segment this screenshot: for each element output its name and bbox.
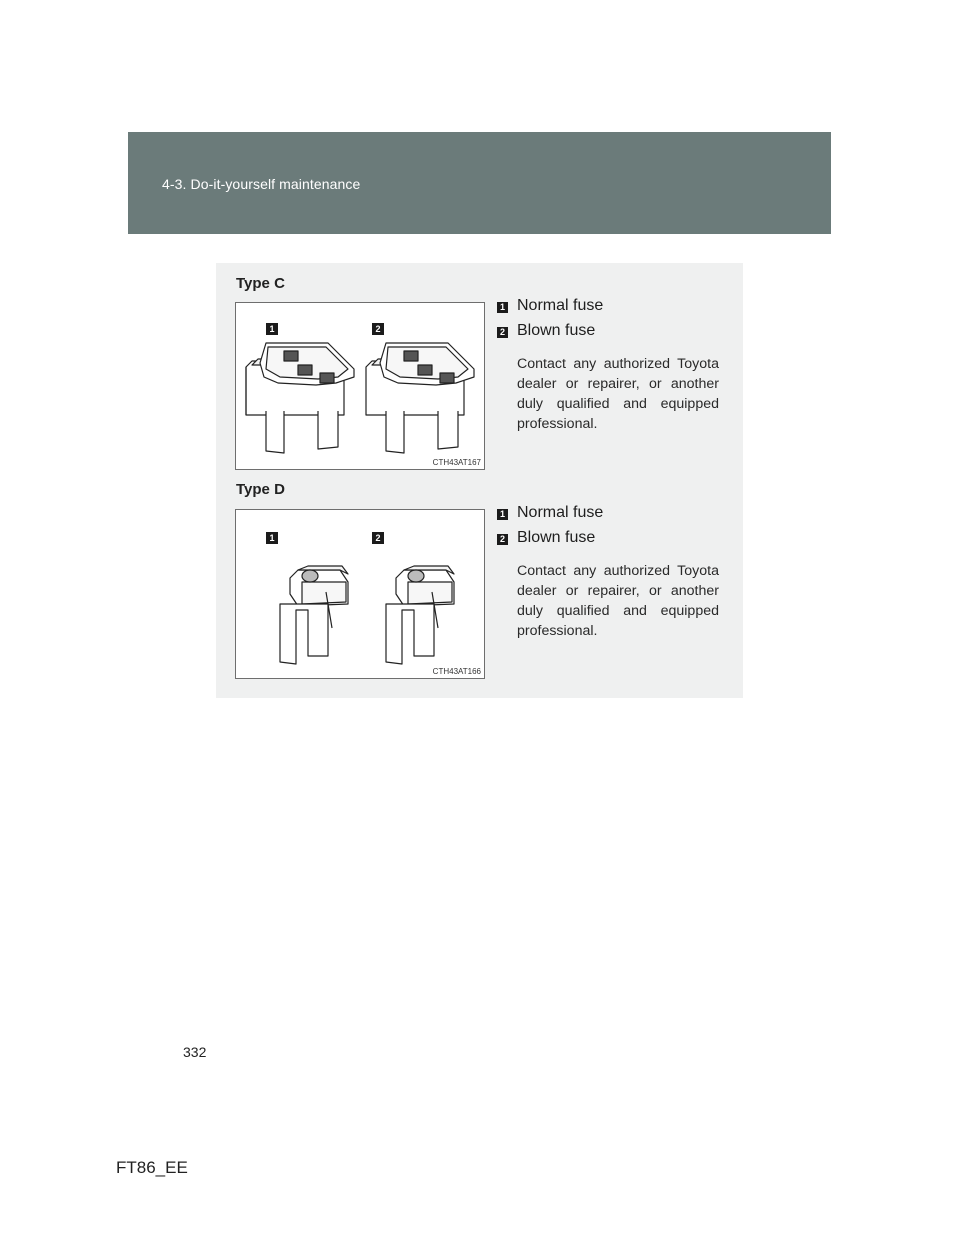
document-code: FT86_EE [116,1158,188,1177]
legend-item-blown-fuse [497,529,719,554]
figure-badge-normal: 1 [266,532,278,544]
service-note: Contact any authorized Toyota dealer or repairer, or another duly qualified and equipped professional. [517,563,719,639]
service-note: Contact any authorized Toyota dealer or repairer, or another duly qualified and equipped professional. [517,356,719,432]
figure-code: CTH43AT167 [432,458,481,467]
legend-item-normal-fuse [497,504,719,529]
figure-badge-blown: 2 [372,532,384,544]
section-header-band [128,132,831,234]
type-c-label: Type C [236,275,285,292]
legend-label: Blown fuse [517,322,596,339]
legend-label: Normal fuse [517,297,604,314]
type-d-legend [497,504,719,641]
type-d-figure [235,509,485,679]
figure-badge-normal: 1 [266,323,278,335]
legend-label: Blown fuse [517,529,596,546]
legend-item-normal-fuse [497,297,719,322]
figure-code: CTH43AT166 [432,667,481,676]
figure-badge-blown: 2 [372,323,384,335]
legend-number-badge: 2 [497,327,508,338]
legend-number-badge: 1 [497,509,508,520]
page-number: 332 [183,1044,207,1060]
type-c-figure [235,302,485,470]
type-c-legend [497,297,719,434]
fuse-types-box [216,263,743,698]
section-title: 4-3. Do-it-yourself maintenance [162,176,361,192]
legend-number-badge: 1 [497,302,508,313]
legend-item-blown-fuse [497,322,719,347]
legend-label: Normal fuse [517,504,604,521]
legend-number-badge: 2 [497,534,508,545]
type-d-label: Type D [236,481,285,498]
